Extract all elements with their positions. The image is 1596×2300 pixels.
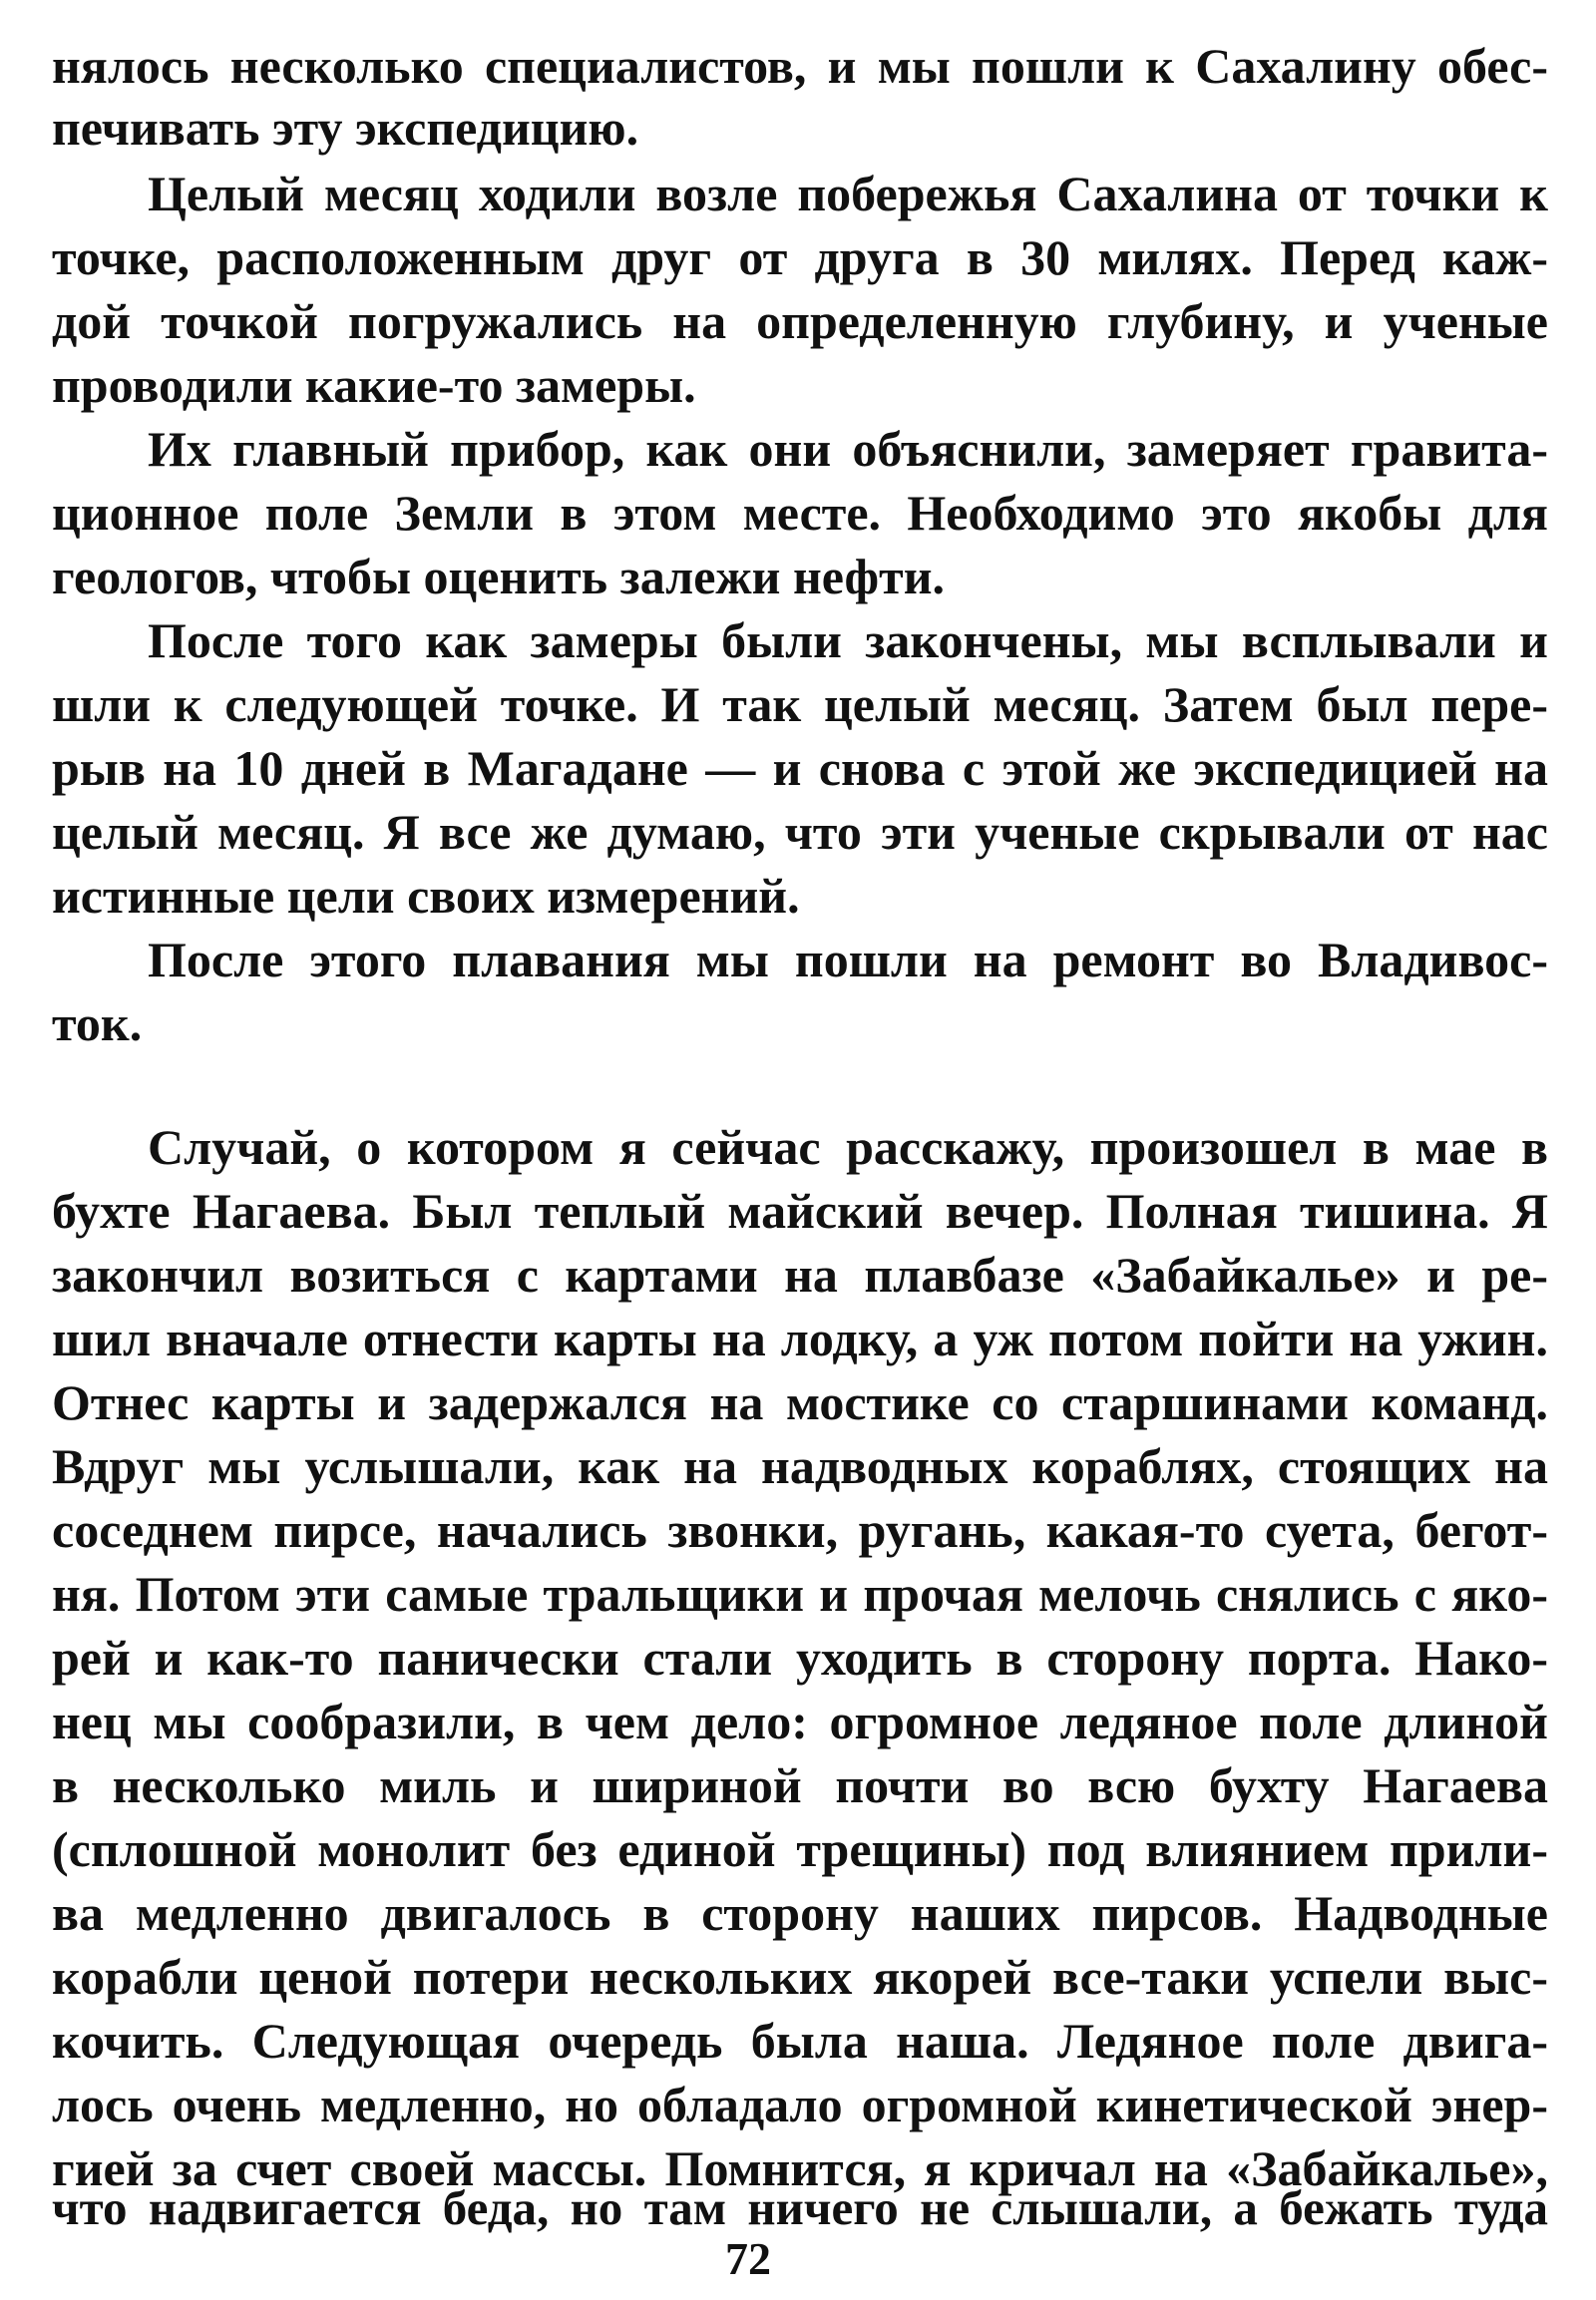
text-line: шли к следующей точке. И так целый месяц. Затем был пере- <box>52 676 1548 732</box>
text-line: Отнес карты и задержался на мостике со старшинами команд. <box>52 1374 1548 1430</box>
text-line: Их главный прибор, как они объяснили, замеряет гравита- <box>148 421 1548 477</box>
text-line: дой точкой погружались на определенную глубину, и ученые <box>52 293 1548 349</box>
text-line: После того как замеры были закончены, мы всплывали и <box>148 612 1548 668</box>
text-line: бухте Нагаева. Был теплый майский вечер. Полная тишина. Я <box>52 1183 1548 1239</box>
text-line: точке, расположенным друг от друга в 30 милях. Перед каж- <box>52 229 1548 285</box>
text-line: ня. Потом эти самые тральщики и прочая мелочь снялись с яко- <box>52 1566 1548 1622</box>
text-line: что надвигается беда, но там ничего не слышали, а бежать туда <box>52 2180 1548 2235</box>
book-page <box>52 36 1548 2270</box>
text-line: соседнем пирсе, начались звонки, ругань, какая-то суета, бегот- <box>52 1502 1548 1558</box>
text-line: кочить. Следующая очередь была наша. Ледяное поле двига- <box>52 2013 1548 2069</box>
text-line: гией за счет своей массы. Помнится, я кричал на «Забайкалье», <box>52 2140 1548 2196</box>
page-number: 72 <box>725 2233 771 2284</box>
text-line: геологов, чтобы оценить залежи нефти. <box>52 549 946 604</box>
text-line: рыв на 10 дней в Магадане — и снова с этой же экспедицией на <box>52 740 1548 796</box>
text-line: в несколько миль и шириной почти во всю бухту Нагаева <box>52 1757 1548 1813</box>
text-line: нялось несколько специалистов, и мы пошли к Сахалину обес- <box>52 38 1548 94</box>
text-line: После этого плавания мы пошли на ремонт во Владивос- <box>148 932 1548 987</box>
text-line: лось очень медленно, но обладало огромной кинетической энер- <box>52 2077 1548 2132</box>
text-line: шил вначале отнести карты на лодку, а уж потом пойти на ужин. <box>52 1311 1548 1366</box>
text-line: истинные цели своих измерений. <box>52 868 800 924</box>
text-line: целый месяц. Я все же думаю, что эти ученые скрывали от нас <box>52 804 1548 860</box>
text-line: (сплошной монолит без единой трещины) под влиянием прили- <box>52 1821 1548 1877</box>
text-line: печивать эту экспедицию. <box>52 100 639 156</box>
text-line: закончил возиться с картами на плавбазе «Забайкалье» и ре- <box>52 1247 1548 1303</box>
text-line: Случай, о котором я сейчас расскажу, произошел в мае в <box>148 1119 1548 1175</box>
text-line: рей и как-то панически стали уходить в сторону порта. Нако- <box>52 1630 1548 1686</box>
text-line: проводили какие-то замеры. <box>52 357 696 413</box>
text-line: ток. <box>52 995 143 1051</box>
text-line: ва медленно двигалось в сторону наших пирсов. Надводные <box>52 1885 1548 1941</box>
text-line: Вдруг мы услышали, как на надводных кораблях, стоящих на <box>52 1438 1548 1494</box>
text-line: ционное поле Земли в этом месте. Необходимо это якобы для <box>52 485 1548 541</box>
text-line: корабли ценой потери нескольких якорей все-таки успели выс- <box>52 1949 1548 2005</box>
text-line: Целый месяц ходили возле побережья Сахалина от точки к <box>148 166 1548 221</box>
text-line: нец мы сообразили, в чем дело: огромное ледяное поле длиной <box>52 1694 1548 1749</box>
